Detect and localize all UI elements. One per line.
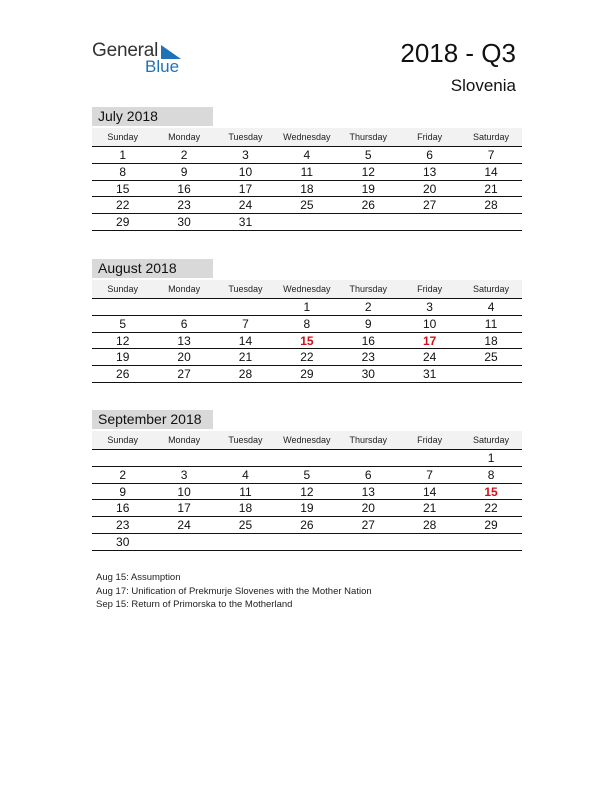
- weekday-label: Thursday: [349, 284, 388, 294]
- holiday-note: Aug 17: Unification of Prekmurje Slovenes with the Mother Nation: [96, 585, 372, 597]
- day-cell: 25: [484, 350, 498, 365]
- day-cell: 27: [361, 518, 375, 533]
- day-cell: 23: [177, 198, 191, 213]
- day-cell: 10: [238, 164, 253, 179]
- day-cell: [215, 450, 276, 466]
- day-cell: 6: [180, 316, 188, 331]
- day-cell: [399, 450, 460, 466]
- weekday-label: Sunday: [107, 132, 138, 142]
- week-row: [92, 299, 522, 316]
- day-cell: 16: [361, 333, 375, 348]
- day-cell: 17: [177, 501, 191, 516]
- day-cell: 19: [300, 501, 314, 516]
- week-row: [92, 214, 522, 231]
- day-cell: 1: [119, 148, 127, 162]
- day-cell: [276, 450, 337, 466]
- day-cell: [153, 534, 214, 550]
- day-cell: 18: [238, 501, 253, 516]
- week-row: [92, 517, 522, 534]
- week-row: [92, 349, 522, 366]
- day-cell: 4: [487, 300, 495, 314]
- day-cell: 14: [422, 484, 437, 499]
- day-cell: [460, 534, 521, 550]
- day-cell: 2: [119, 467, 127, 482]
- general-blue-logo: [92, 40, 192, 80]
- day-cell: 19: [361, 181, 375, 196]
- day-cell: 21: [422, 501, 437, 516]
- weekday-label: Friday: [417, 132, 443, 142]
- weekday-label: Sunday: [107, 435, 138, 445]
- day-cell: 31: [238, 215, 253, 230]
- day-cell: 3: [242, 148, 249, 162]
- day-cell: 6: [364, 467, 372, 482]
- week-row: [92, 484, 522, 501]
- week-row: [92, 366, 522, 383]
- day-cell: [153, 450, 214, 466]
- day-cell: [92, 450, 153, 466]
- day-cell: 4: [242, 467, 249, 482]
- day-cell: 14: [484, 164, 498, 179]
- day-cell: 8: [303, 316, 311, 331]
- day-cell: [460, 214, 521, 230]
- day-cell: 11: [239, 484, 252, 499]
- day-cell: 24: [422, 350, 437, 365]
- day-cell: 5: [364, 148, 372, 162]
- weekday-label: Tuesday: [228, 284, 263, 294]
- day-cell: 20: [177, 350, 191, 365]
- day-cell: 12: [361, 164, 375, 179]
- weekday-label: Thursday: [349, 132, 388, 142]
- weekday-label: Wednesday: [283, 132, 331, 142]
- day-cell: [276, 534, 337, 550]
- day-cell: 24: [177, 518, 191, 533]
- day-cell: 13: [177, 333, 191, 348]
- day-cell: [92, 299, 153, 315]
- week-row: [92, 147, 522, 164]
- day-cell: 17: [238, 181, 253, 196]
- holiday-day-cell: 15: [484, 484, 498, 499]
- day-cell: 26: [361, 198, 375, 213]
- day-cell: 16: [177, 181, 191, 196]
- day-cell: 20: [361, 501, 375, 516]
- weekday-label: Wednesday: [283, 435, 331, 445]
- weekday-label: Saturday: [473, 435, 510, 445]
- day-cell: 22: [116, 198, 130, 213]
- day-cell: 25: [238, 518, 253, 533]
- day-cell: 10: [177, 484, 191, 499]
- day-cell: 7: [242, 316, 249, 331]
- day-cell: 25: [300, 198, 314, 213]
- day-cell: 9: [119, 484, 127, 499]
- day-cell: 10: [422, 316, 437, 331]
- day-cell: 12: [116, 333, 130, 348]
- day-cell: 21: [484, 181, 498, 196]
- day-cell: [338, 450, 399, 466]
- logo-general-text: General: [92, 40, 159, 61]
- day-cell: [153, 299, 214, 315]
- week-row: [92, 534, 522, 551]
- weekday-header-row: [92, 280, 522, 299]
- holiday-day-cell: 15: [300, 333, 314, 348]
- weekday-label: Monday: [168, 284, 201, 294]
- holiday-day-cell: 17: [422, 333, 437, 348]
- weekday-label: Thursday: [349, 435, 388, 445]
- day-cell: 11: [300, 164, 314, 179]
- month-block-september: [92, 410, 522, 551]
- day-cell: 22: [484, 501, 498, 516]
- week-row: [92, 197, 522, 214]
- day-cell: 11: [484, 316, 498, 331]
- day-cell: 18: [484, 333, 498, 348]
- day-cell: 6: [426, 148, 433, 162]
- day-cell: [460, 366, 521, 382]
- holiday-notes: [96, 571, 372, 612]
- week-row: [92, 164, 522, 181]
- day-cell: 21: [238, 350, 253, 365]
- day-cell: 8: [487, 467, 495, 482]
- day-cell: 5: [119, 316, 127, 331]
- holiday-note: Aug 15: Assumption: [96, 572, 181, 583]
- weekday-label: Sunday: [107, 284, 138, 294]
- day-cell: 26: [116, 367, 130, 382]
- weekday-label: Saturday: [473, 132, 510, 142]
- week-row: [92, 333, 522, 350]
- day-cell: 5: [303, 467, 311, 482]
- day-cell: [215, 534, 276, 550]
- day-cell: 30: [361, 367, 375, 382]
- weekday-label: Monday: [168, 435, 201, 445]
- day-cell: 14: [238, 333, 253, 348]
- logo-blue-text: Blue: [145, 57, 180, 76]
- day-cell: [338, 214, 399, 230]
- page-title: 2018 - Q3: [400, 38, 516, 68]
- day-cell: 29: [484, 518, 498, 533]
- day-cell: 23: [361, 350, 375, 365]
- day-cell: 27: [177, 367, 191, 382]
- day-cell: 28: [484, 198, 498, 213]
- holiday-note: Sep 15: Return of Primorska to the Motherland: [96, 599, 293, 610]
- day-cell: 28: [422, 518, 437, 533]
- week-row: [92, 450, 522, 467]
- weekday-label: Tuesday: [228, 435, 263, 445]
- day-cell: [399, 214, 460, 230]
- weekday-label: Friday: [417, 284, 443, 294]
- weekday-label: Friday: [417, 435, 443, 445]
- day-cell: 29: [300, 367, 314, 382]
- day-cell: 3: [426, 300, 433, 314]
- week-row: [92, 181, 522, 198]
- weekday-label: Monday: [168, 132, 201, 142]
- day-cell: 20: [422, 181, 437, 196]
- month-block-august: [92, 259, 522, 383]
- day-cell: 24: [238, 198, 253, 213]
- day-cell: 9: [180, 164, 188, 179]
- month-name: July 2018: [92, 107, 213, 126]
- day-cell: 2: [180, 148, 188, 162]
- day-cell: 3: [180, 467, 188, 482]
- day-cell: 26: [300, 518, 314, 533]
- day-cell: [276, 214, 337, 230]
- day-cell: 19: [116, 350, 130, 365]
- day-cell: 27: [422, 198, 437, 213]
- day-cell: [338, 534, 399, 550]
- day-cell: 4: [303, 148, 311, 162]
- day-cell: 9: [364, 316, 372, 331]
- day-cell: 16: [116, 501, 130, 516]
- day-cell: [215, 299, 276, 315]
- day-cell: 8: [119, 164, 127, 179]
- weekday-label: Saturday: [473, 284, 510, 294]
- week-row: [92, 500, 522, 517]
- day-cell: 23: [116, 518, 130, 533]
- day-cell: 30: [116, 534, 130, 549]
- month-block-july: [92, 107, 522, 231]
- weekday-header-row: [92, 128, 522, 147]
- weekday-label: Tuesday: [228, 132, 263, 142]
- day-cell: 13: [361, 484, 375, 499]
- week-row: [92, 316, 522, 333]
- day-cell: 7: [426, 467, 433, 482]
- month-name: September 2018: [92, 410, 213, 429]
- day-cell: 28: [238, 367, 253, 382]
- day-cell: 22: [300, 350, 314, 365]
- day-cell: 29: [116, 215, 130, 230]
- weekday-label: Wednesday: [283, 284, 331, 294]
- week-row: [92, 467, 522, 484]
- country-name: Slovenia: [450, 76, 516, 95]
- month-name: August 2018: [92, 259, 213, 278]
- day-cell: 31: [422, 367, 437, 382]
- weekday-header-row: [92, 431, 522, 450]
- day-cell: 30: [177, 215, 191, 230]
- day-cell: 7: [487, 148, 495, 162]
- day-cell: 15: [116, 181, 130, 196]
- day-cell: 12: [300, 484, 314, 499]
- day-cell: 1: [303, 300, 311, 314]
- day-cell: [399, 534, 460, 550]
- day-cell: 18: [300, 181, 314, 196]
- day-cell: 2: [364, 300, 372, 314]
- day-cell: 1: [487, 451, 495, 465]
- day-cell: 13: [422, 164, 437, 179]
